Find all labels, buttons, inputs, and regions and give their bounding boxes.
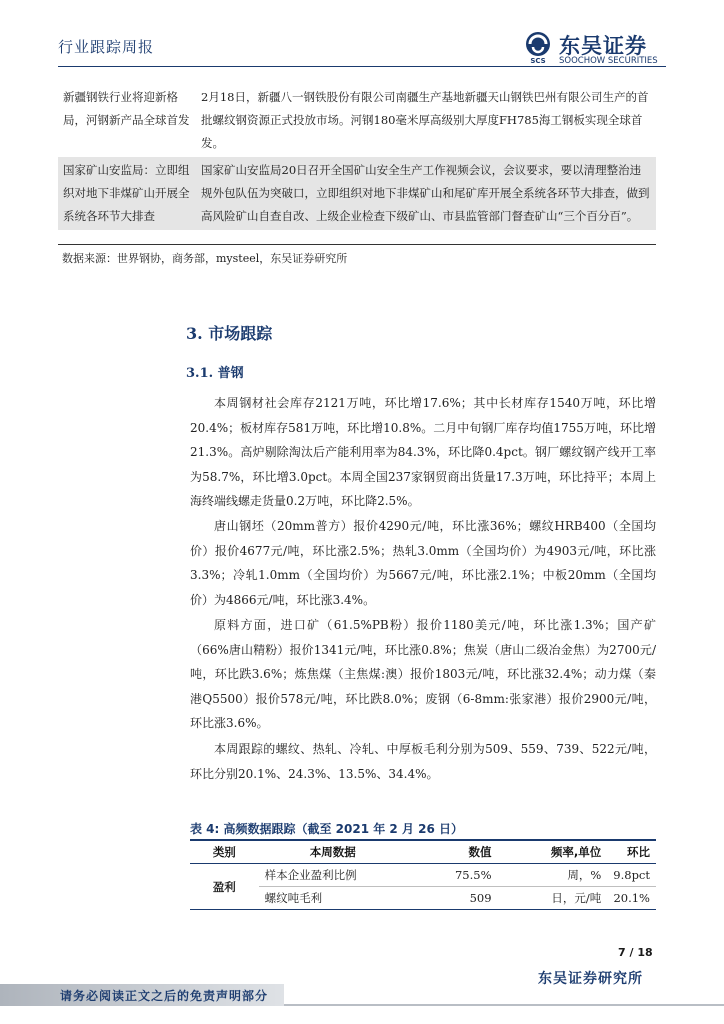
logo-mark-text: SCS	[530, 57, 546, 64]
metric-value: 509	[407, 887, 498, 910]
header-title: 行业跟踪周报	[58, 38, 155, 56]
news-row	[58, 84, 656, 157]
news-content: 2月18日，新疆八一钢铁股份有限公司南疆生产基地新疆天山钢铁巴州有限公司生产的首批螺纹钢资源正式投放市场。河钢180毫米厚高级别大厚度FH785海工钢板实现全球首发。	[196, 84, 656, 157]
col-header-category: 类别	[190, 841, 259, 864]
header-divider	[58, 66, 666, 67]
section-heading: 3. 市场跟踪	[186, 324, 273, 343]
col-header-change: 环比	[607, 841, 656, 864]
paragraph-margins: 本周跟踪的螺纹、热轧、冷轧、中厚板毛利分别为509、559、739、522元/吨，环比分别20.1%、24.3%、13.5%、34.4%。	[190, 742, 656, 781]
table-row	[190, 864, 656, 887]
high-frequency-data-table	[190, 841, 656, 910]
news-content: 国家矿山安监局20日召开全国矿山安全生产工作视频会议，会议要求，要以清理整治违规外包队伍为突破口，立即组织对地下非煤矿山和尾矿库开展全系统各环节大排查，做到高风险矿山自查自改、上级企业检查下级矿山、市县监管部门督查矿山“三个百分百”。	[196, 157, 656, 230]
soochow-logo-mark	[521, 30, 555, 64]
metric-change: 9.8pct	[607, 864, 656, 887]
metric-value: 75.5%	[407, 864, 498, 887]
col-header-value: 数值	[407, 841, 498, 864]
metric-unit: 周，%	[498, 864, 608, 887]
col-header-metric: 本周数据	[259, 841, 407, 864]
table-header-row	[190, 841, 656, 864]
news-table-bottom-rule	[58, 244, 656, 245]
news-topic: 国家矿山安监局：立即组织对地下非煤矿山开展全系统各环节大排查	[58, 157, 196, 230]
subsection-heading: 3.1. 普钢	[186, 366, 244, 381]
table-row	[190, 887, 656, 910]
footer-disclaimer: 请务必阅读正文之后的免责声明部分	[60, 989, 269, 1003]
col-header-unit: 频率,单位	[498, 841, 608, 864]
table-title: 表 4: 高频数据跟踪（截至 2021 年 2 月 26 日）	[190, 822, 464, 836]
logo-english-name: SOOCHOW SECURITIES	[559, 56, 658, 66]
news-source-note: 数据来源：世界钢协，商务部，mysteel，东吴证券研究所	[62, 252, 348, 265]
company-logo	[521, 30, 667, 64]
page-number: 7 / 18	[618, 946, 653, 959]
news-table	[58, 84, 656, 230]
metric-unit: 日，元/吨	[498, 887, 608, 910]
logo-chinese-name: 东吴证券	[559, 34, 647, 58]
metric-name: 样本企业盈利比例	[259, 864, 407, 887]
metric-change: 20.1%	[607, 887, 656, 910]
paragraph-prices: 唐山钢坯（20mm普方）报价4290元/吨，环比涨36%；螺纹HRB400（全国均价）报价4677元/吨，环比涨2.5%；热轧3.0mm（全国均价）为4903元/吨，环比涨3.3%；冷轧1.0mm（全国均价）为5667元/吨，环比涨2.1%；中板20mm（全国均价）为4866元/吨，环比涨3.4%。	[190, 519, 656, 607]
category-cell: 盈利	[190, 864, 259, 910]
news-row	[58, 157, 656, 230]
metric-name: 螺纹吨毛利	[259, 887, 407, 910]
news-topic: 新疆钢铁行业将迎新格局，河钢新产品全球首发	[58, 84, 196, 157]
footer-rule	[284, 1004, 724, 1006]
paragraph-raw-materials: 原料方面，进口矿（61.5%PB粉）报价1180美元/吨，环比涨1.3%；国产矿（66%唐山精粉）报价1341元/吨，环比涨0.8%；焦炭（唐山二级冶金焦）为2700元/吨，环比跌3.6%；炼焦煤（主焦煤:澳）报价1803元/吨，环比涨32.4%；动力煤（秦港Q5500）报价578元/吨，环比跌8.0%；废钢（6-8mm:张家港）报价2900元/吨，环比涨3.6%。	[190, 618, 656, 730]
paragraph-inventory: 本周钢材社会库存2121万吨，环比增17.6%；其中长材库存1540万吨，环比增20.4%；板材库存581万吨，环比增10.8%。二月中旬钢厂库存均值1755万吨，环比增21.3%。高炉剔除淘汰后产能利用率为84.3%，环比降0.4pct。钢厂螺纹钢产线开工率为58.7%，环比增3.0pct。本周全国237家钢贸商出货量17.3万吨，环比持平；本周上海终端线螺走货量0.2万吨，环比降2.5%。	[190, 396, 656, 508]
footer-organization: 东吴证券研究所	[538, 971, 643, 987]
